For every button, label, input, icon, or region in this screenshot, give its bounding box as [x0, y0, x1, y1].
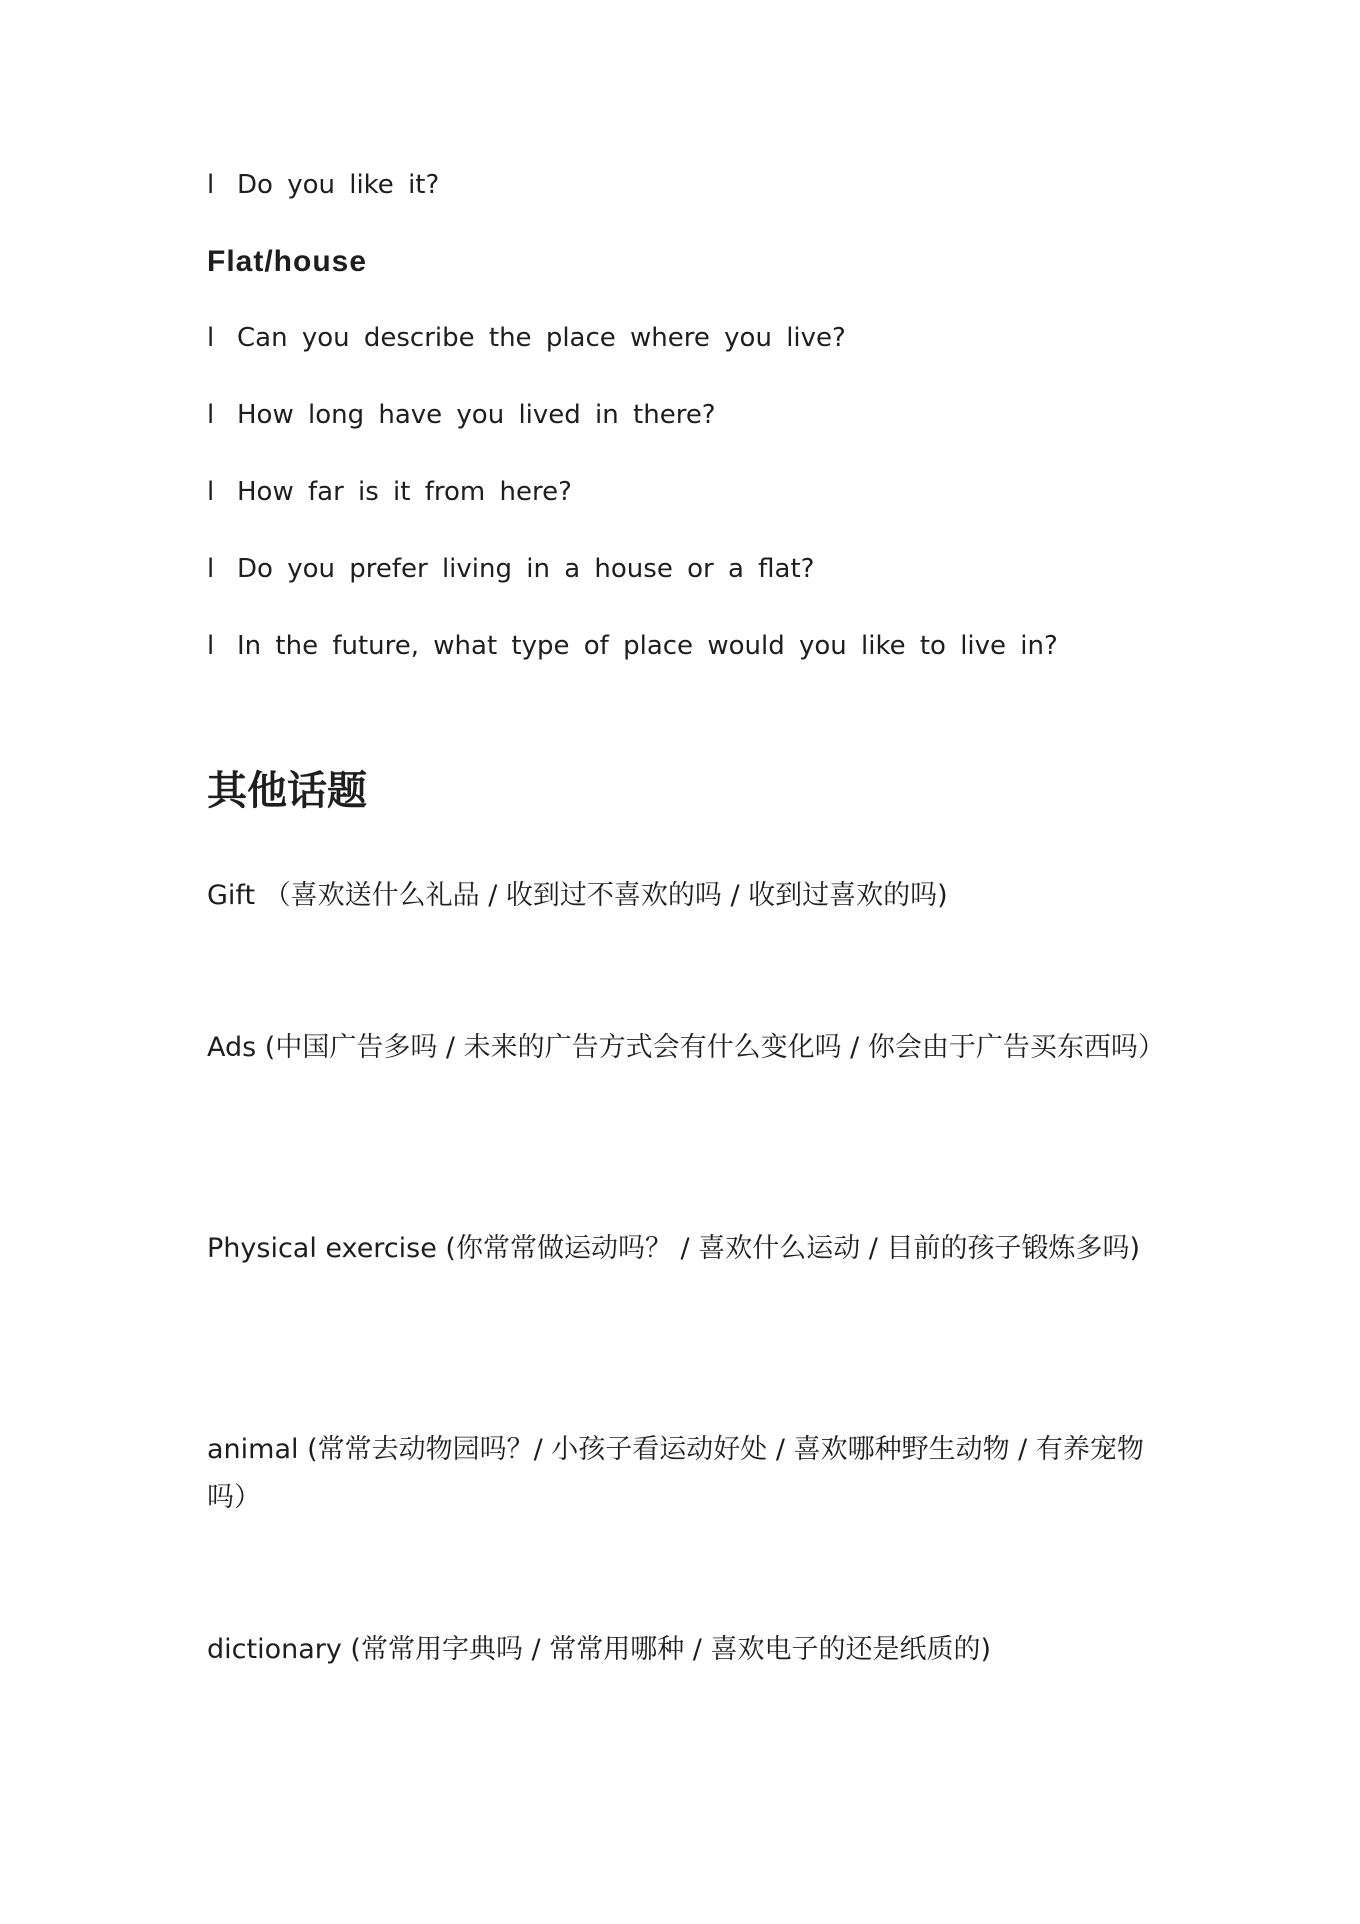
section-title-other-topics: 其他话题	[207, 768, 367, 814]
topic-animal: animal (常常去动物园吗？/ 小孩子看运动好处 / 喜欢哪种野生动物 / 有养宠物吗）	[207, 1434, 1144, 1513]
question-text: Do you prefer living in a house or a flat?	[237, 554, 815, 584]
question-future-place	[207, 621, 1167, 671]
question-text: Do you like it?	[237, 170, 440, 200]
question-text: How long have you lived in there?	[237, 400, 716, 430]
question-how-far	[207, 467, 572, 517]
bullet-marker: l	[207, 477, 215, 507]
topic-dictionary: dictionary (常常用字典吗 / 常常用哪种 / 喜欢电子的还是纸质的)	[207, 1634, 992, 1665]
question-do-you-like-it	[207, 160, 439, 210]
question-house-or-flat	[207, 544, 814, 594]
topic-ads: Ads (中国广告多吗 / 未来的广告方式会有什么变化吗 / 你会由于广告买东西吗）	[207, 1032, 1165, 1063]
topic-gift: Gift （喜欢送什么礼品 / 收到过不喜欢的吗 / 收到过喜欢的吗)	[207, 880, 948, 911]
question-how-long	[207, 390, 716, 440]
question-text: How far is it from here?	[237, 477, 572, 507]
topic-physical-exercise: Physical exercise (你常常做运动吗？ / 喜欢什么运动 / 目前的孩子锻炼多吗)	[207, 1233, 1141, 1264]
question-text: In the future, what type of place would you like to live in?	[237, 631, 1058, 661]
bullet-marker: l	[207, 323, 215, 353]
bullet-marker: l	[207, 170, 215, 200]
subheading-flat-house: Flat/house	[207, 245, 368, 278]
question-text: Can you describe the place where you live?	[237, 323, 846, 353]
bullet-marker: l	[207, 400, 215, 430]
question-describe-place	[207, 313, 846, 363]
bullet-marker: l	[207, 631, 215, 661]
bullet-marker: l	[207, 554, 215, 584]
